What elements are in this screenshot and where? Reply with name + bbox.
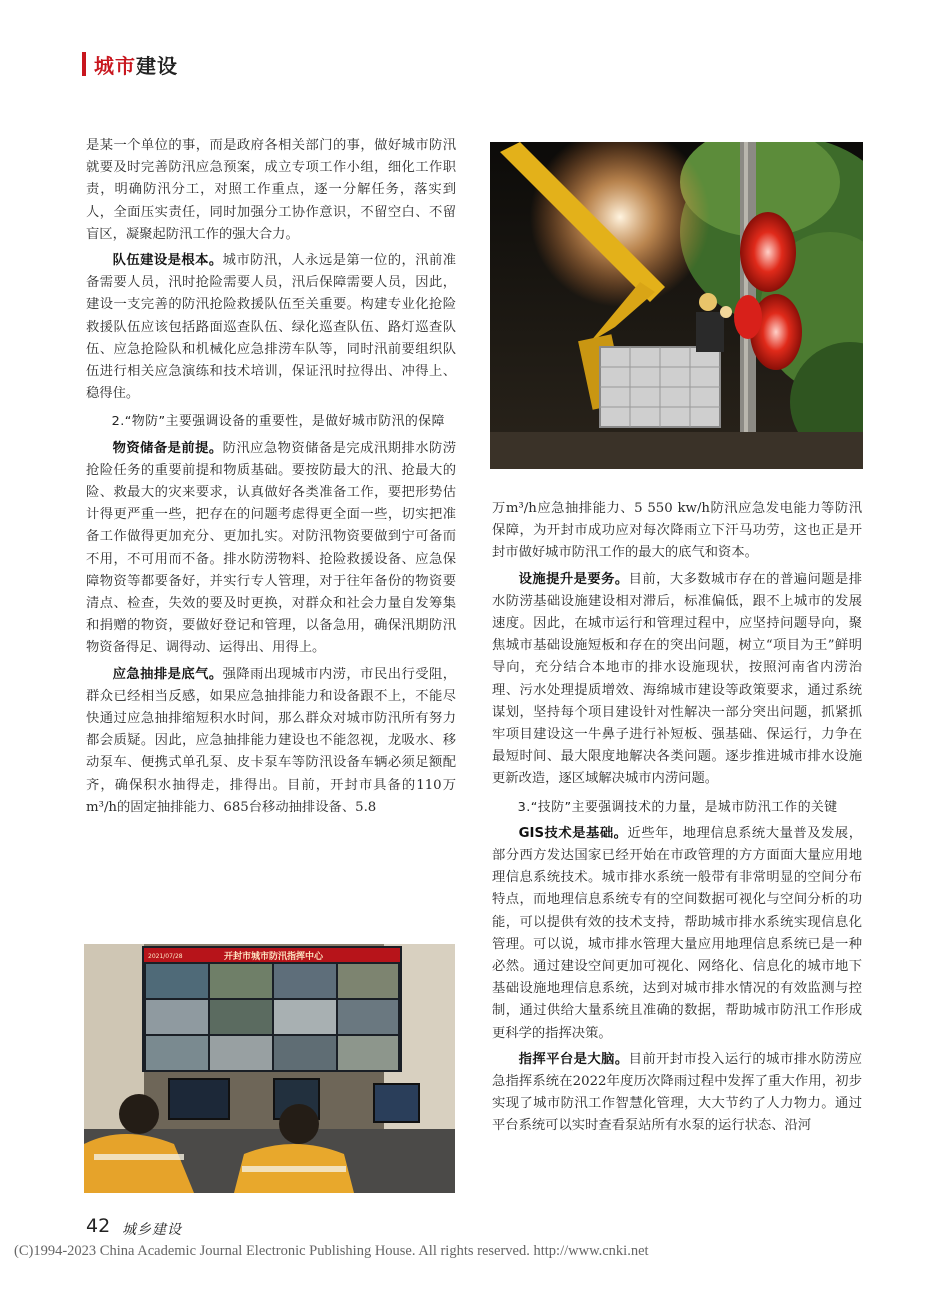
subheading: 2.“物防”主要强调设备的重要性，是做好城市防汛的保障 xyxy=(111,414,445,430)
right-column xyxy=(492,498,862,1138)
paragraph: 设施提升是要务。目前，大多数城市存在的普遍问题是排水防涝基础设施建设相对滞后，标准偏低，跟不上城市的发展速度。因此，在城市运行和管理过程中，应坚持问题导向，聚焦城市基础设施短板和存在的突出问题，树立“项目为王”鲜明导向，充分结合本地市的排水设施现状，按照河南省内涝治理、污水处理提质增效、海绵城市建设等政策要求，通过系统谋划，坚持每个项目建设针对性解决一部分突出问题，抓紧抓牢项目建设这一牛鼻子进行补短板、强基础、保运行，力争在最短时间、最大限度地解决各类问题。逐步推进城市排水设施更新改造，逐区域解决城市内涝问题。 xyxy=(492,571,863,787)
header-accent-bar xyxy=(82,52,86,76)
paragraph: 万m³/h应急抽排能力、5 550 kw/h防汛应急发电能力等防汛保障，为开封市成功应对每次降雨立下汗马功劳，这也正是开封市做好城市防汛工作的最大的底气和资本。 xyxy=(492,501,862,561)
paragraph: GIS技术是基础。近些年，地理信息系统大量普及发展，部分西方发达国家已经开始在市政管理的方方面面大量应用地理信息系统技术。城市排水系统一般带有非常明显的空间分布特点，而地理信息系统专有的空间数据可视化与空间分析的功能，可以提供有效的技术支持，帮助城市排水系统实现信息化管理。可以说，城市排水管理大量应用地理信息系统已是一种必然。通过建设空间更加可视化、网络化、信息化的城市地下基础设施地理信息系统，达到对城市排水情况的有效监测与控制，通过供给大量系统且准确的数据，帮助城市防汛工作形成更科学的指挥决策。 xyxy=(492,825,862,1041)
red-lantern xyxy=(740,212,796,292)
worker xyxy=(699,293,717,311)
night-repair-illustration xyxy=(490,142,863,469)
screen-title: 开封市城市防汛指挥中心 xyxy=(224,952,324,962)
left-column xyxy=(86,135,456,819)
magazine-name: 城乡建设 xyxy=(122,1222,182,1238)
copyright-notice: (C)1994-2023 China Academic Journal Electronic Publishing House. All rights reserved. http://www.cnki.net xyxy=(14,1243,649,1259)
monitor xyxy=(169,1079,229,1119)
subheading: 3.“技防”主要强调技术的力量，是城市防汛工作的关键 xyxy=(517,799,838,815)
screen-date: 2021/07/28 xyxy=(148,953,183,960)
night-repair-photo xyxy=(490,142,863,469)
paragraph: 队伍建设是根本。城市防汛，人永远是第一位的，汛前准备需要人员，汛时抢险需要人员，汛后保障需要人员，因此，建设一支完善的防汛抢险救援队伍至关重要。构建专业化抢险救援队伍应该包括路面巡查队伍、绿化巡查队伍、路灯巡查队伍、应急抢险队和机械化应急排涝车队等，同时汛前要组织队伍进行相关应急演练和技术培训，保证汛时拉得出、冲得上、稳得住。 xyxy=(86,253,457,402)
video-tiles xyxy=(146,964,398,1070)
section-title: 城市建设 xyxy=(94,53,178,78)
paragraph: 物资储备是前提。防汛应急物资储备是完成汛期排水防涝抢险任务的重要前提和物质基础。要按防最大的汛、抢最大的险、救最大的灾来要求，认真做好各类准备工作，要把形势估计得更严重一些，把存在的问题考虑得更全面一些，切实把准备工作做得更加充分、更加扎实。对防汛物资要做到宁可备而不用，不可用而不备。排水防涝物料、抢险救援设备、应急保障物资等都要备好，并实行专人管理，对于往年备份的物资要清点、检查，失效的要及时更换，对群众和社会力量自发筹集和捐赠的物资，要做好登记和管理，以备急用，确保汛期防汛物资备得足、调得动、运得出、用得上。 xyxy=(86,440,457,656)
paragraph: 指挥平台是大脑。目前开封市投入运行的城市排水防涝应急指挥系统在2022年度历次降雨过程中发挥了重大作用，初步实现了城市防汛工作智慧化管理，大大节约了人力物力。通过平台系统可以实时查看泵站所有水泵的运行状态、沿河 xyxy=(492,1051,863,1134)
monitor xyxy=(374,1084,419,1122)
page-number: 42 xyxy=(86,1215,111,1237)
paragraph: 是某一个单位的事，而是政府各相关部门的事，做好城市防汛就要及时完善防汛应急预案，成立专项工作小组，细化工作职责，明确防汛分工，对照工作重点，逐一分解任务，落实到人，全面压实责任，同时加强分工协作意识，不留空白、不留盲区，凝聚起防汛工作的强大合力。 xyxy=(86,138,456,242)
command-center-illustration xyxy=(84,944,455,1193)
command-center-photo xyxy=(84,944,455,1193)
paragraph: 应急抽排是底气。强降雨出现城市内涝，市民出行受阻，群众已经相当反感，如果应急抽排能力和设备跟不上，不能尽快通过应急抽排缩短积水时间，那么群众对城市防汛所有努力都会质疑。因此，应急抽排能力建设也不能忽视，龙吸水、移动泵车、便携式单孔泵、皮卡泵车等防汛设备车辆必须足额配齐，确保积水抽得走，排得出。目前，开封市具备的110万m³/h的固定抽排能力、685台移动抽排设备、5.8 xyxy=(86,666,457,815)
section-header xyxy=(82,50,178,78)
